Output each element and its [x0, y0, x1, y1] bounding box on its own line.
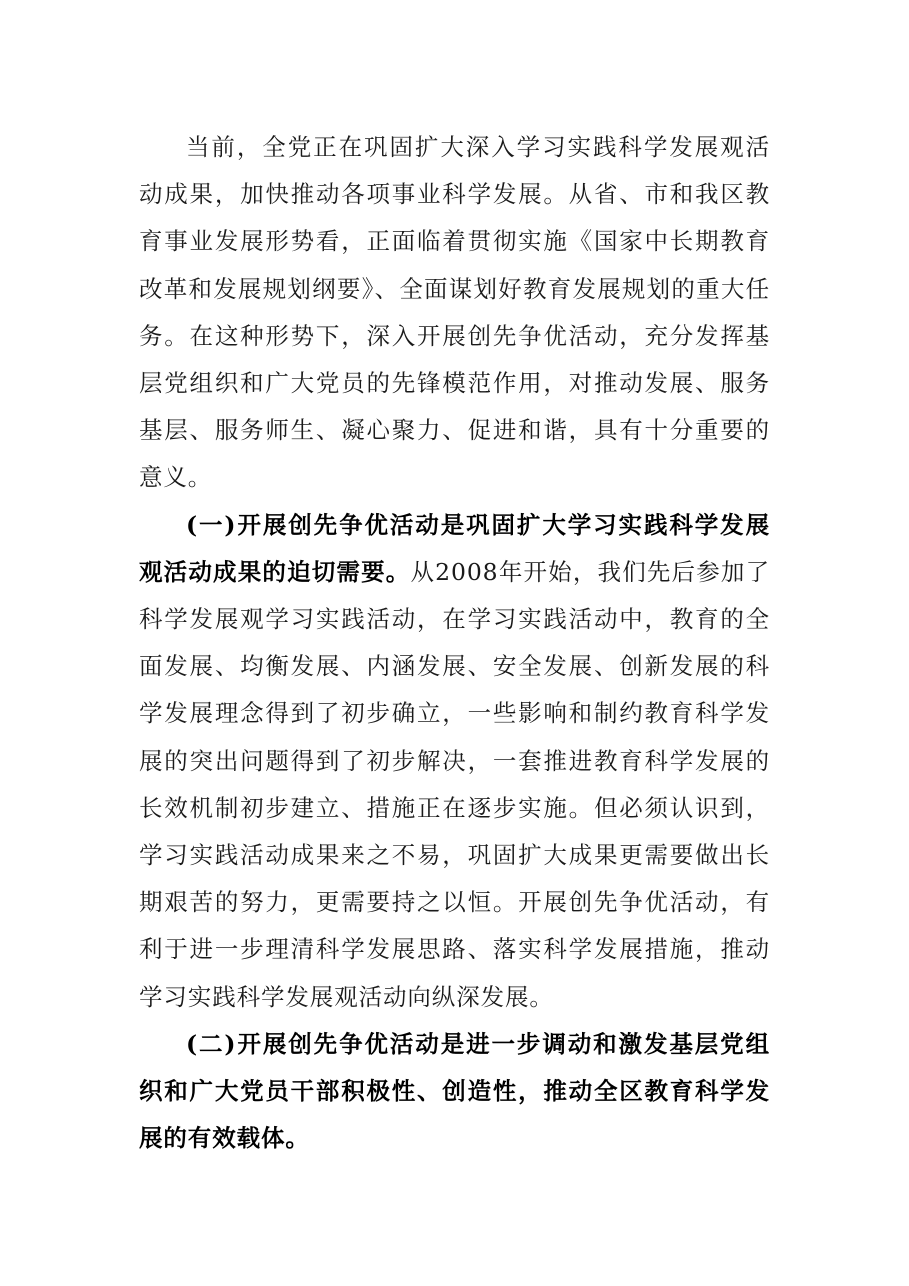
paragraph-section-1: [139, 502, 770, 1021]
section-1-body: 从2008年开始，我们先后参加了科学发展观学习实践活动，在学习实践活动中，教育的全面发展、均衡发展、内涵发展、安全发展、创新发展的科学发展理念得到了初步确立，一些影响和制约教育科学发展的突出问题得到了初步解决，一套推进教育科学发展的长效机制初步建立、措施正在逐步实施。但必须认识到，学习实践活动成果来之不易，巩固扩大成果更需要做出长期艰苦的努力，更需要持之以恒。开展创先争优活动，有利于进一步理清科学发展思路、落实科学发展措施，推动学习实践科学发展观活动向纵深发展。: [139, 557, 770, 1011]
section-1-heading: (一)开展创先争优活动是巩固扩大学习实践科学发展观活动成果的迫切需要。: [139, 510, 770, 586]
paragraph-section-2: [139, 1021, 770, 1163]
paragraph-intro: 当前，全党正在巩固扩大深入学习实践科学发展观活动成果，加快推动各项事业科学发展。从省、市和我区教育事业发展形势看，正面临着贯彻实施《国家中长期教育改革和发展规划纲要》、全面谋划好教育发展规划的重大任务。在这种形势下，深入开展创先争优活动，充分发挥基层党组织和广大党员的先锋模范作用，对推动发展、服务基层、服务师生、凝心聚力、促进和谐，具有十分重要的意义。: [139, 133, 770, 492]
document-page: [139, 124, 770, 1162]
section-2-heading: (二)开展创先争优活动是进一步调动和激发基层党组织和广大党员干部积极性、创造性，推动全区教育科学发展的有效载体。: [139, 1029, 770, 1153]
